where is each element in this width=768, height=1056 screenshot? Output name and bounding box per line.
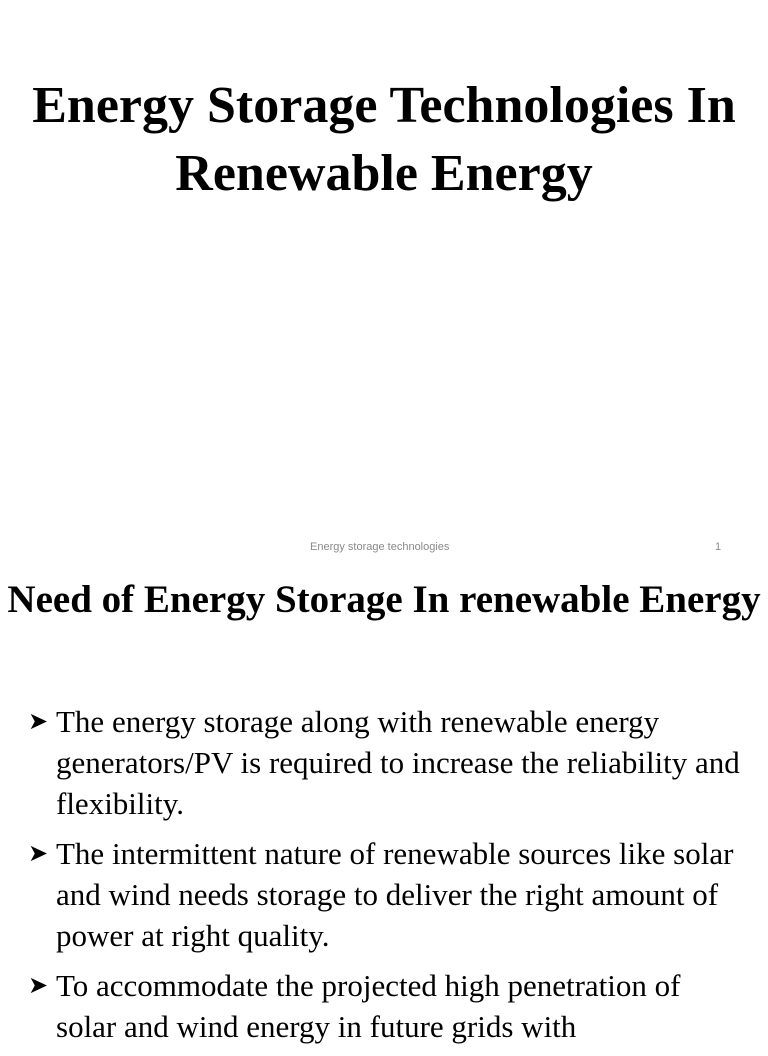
bullet-item (28, 701, 748, 824)
page-number: 1 (715, 541, 722, 553)
bullet-text: The energy storage along with renewable energy generators/PV is required to increase the reliability and flexibility. (56, 704, 740, 821)
arrowhead-bullet-icon: ➤ (28, 707, 49, 735)
bullet-text: The intermittent nature of renewable sources like solar and wind needs storage to deliver the right amount of power at right quality. (56, 836, 734, 953)
slide-title: Energy Storage Technologies In Renewable Energy (32, 77, 736, 202)
bullet-list (28, 701, 748, 1056)
slide-title: Need of Energy Storage In renewable Energy (7, 578, 761, 621)
slide-footer: Energy storage technologies (310, 541, 450, 553)
arrowhead-bullet-icon: ➤ (28, 971, 49, 999)
bullet-item (28, 965, 748, 1047)
slide-2 (0, 566, 768, 1044)
arrowhead-bullet-icon: ➤ (28, 839, 49, 867)
bullet-text: To accommodate the projected high penetration of solar and wind energy in future grids with (56, 968, 681, 1044)
bullet-item (28, 833, 748, 956)
